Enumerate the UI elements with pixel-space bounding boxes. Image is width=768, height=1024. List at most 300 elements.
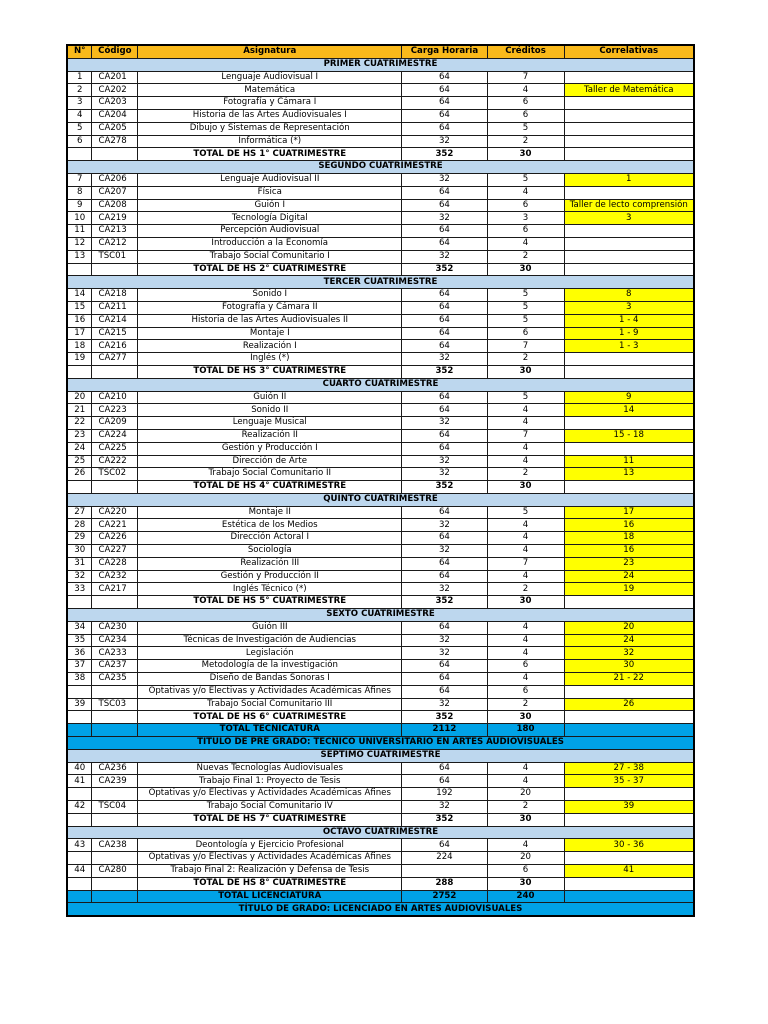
subject-prerequisites: 30	[564, 660, 694, 673]
row-number	[67, 685, 92, 698]
subject-code: CA205	[92, 122, 138, 135]
subject-name: Deontología y Ejercicio Profesional	[138, 839, 402, 852]
subject-hours: 64	[402, 506, 487, 519]
subject-code: CA219	[92, 212, 138, 225]
subject-hours: 224	[402, 852, 487, 865]
row-number: 32	[67, 570, 92, 583]
subject-hours: 32	[402, 250, 487, 263]
subject-hours: 32	[402, 173, 487, 186]
subject-prerequisites: 3	[564, 301, 694, 314]
total-label: TOTAL DE HS 6° CUATRIMESTRE	[138, 711, 402, 724]
subject-hours: 64	[402, 301, 487, 314]
subject-name: Técnicas de Investigación de Audiencias	[138, 634, 402, 647]
subject-prerequisites: 39	[564, 801, 694, 814]
table-row	[67, 225, 694, 238]
empty-cell	[67, 711, 92, 724]
empty-cell	[92, 596, 138, 609]
subject-hours: 32	[402, 634, 487, 647]
subject-prerequisites	[564, 237, 694, 250]
subject-code: CA230	[92, 621, 138, 634]
subject-credits: 7	[487, 557, 564, 570]
subject-prerequisites: 20	[564, 621, 694, 634]
subject-prerequisites: 8	[564, 289, 694, 302]
semester-heading: CUARTO CUATRIMESTRE	[67, 378, 694, 391]
row-number: 44	[67, 865, 92, 878]
row-number: 16	[67, 314, 92, 327]
row-number: 38	[67, 673, 92, 686]
empty-cell	[67, 890, 92, 903]
total-label: TOTAL DE HS 5° CUATRIMESTRE	[138, 596, 402, 609]
total-label: TOTAL DE HS 2° CUATRIMESTRE	[138, 263, 402, 276]
total-label: TOTAL DE HS 7° CUATRIMESTRE	[138, 813, 402, 826]
subject-code: CA201	[92, 71, 138, 84]
table-row	[67, 634, 694, 647]
subject-name: Realización II	[138, 429, 402, 442]
subject-credits: 2	[487, 468, 564, 481]
subject-hours: 64	[402, 71, 487, 84]
header-code: Código	[92, 45, 138, 58]
subject-code: CA206	[92, 173, 138, 186]
subject-prerequisites: 27 - 38	[564, 762, 694, 775]
subject-hours: 64	[402, 237, 487, 250]
subject-credits: 6	[487, 685, 564, 698]
subject-credits: 7	[487, 340, 564, 353]
subject-credits: 7	[487, 429, 564, 442]
subject-prerequisites: 19	[564, 583, 694, 596]
total-label: TOTAL DE HS 4° CUATRIMESTRE	[138, 481, 402, 494]
empty-cell	[564, 877, 694, 890]
subject-name: Sociología	[138, 545, 402, 558]
semester-heading-row	[67, 378, 694, 391]
row-number: 31	[67, 557, 92, 570]
row-number: 1	[67, 71, 92, 84]
subject-code	[92, 685, 138, 698]
subject-prerequisites: 24	[564, 634, 694, 647]
subject-prerequisites: 1	[564, 173, 694, 186]
row-number: 11	[67, 225, 92, 238]
row-number	[67, 788, 92, 801]
subject-prerequisites: Taller de lecto comprensión	[564, 199, 694, 212]
semester-heading: SEXTO CUATRIMESTRE	[67, 609, 694, 622]
subject-hours: 32	[402, 417, 487, 430]
subject-name: Dibujo y Sistemas de Representación	[138, 122, 402, 135]
empty-cell	[564, 148, 694, 161]
subject-code: CA228	[92, 557, 138, 570]
subject-hours: 32	[402, 468, 487, 481]
table-row	[67, 583, 694, 596]
subject-name: Sonido II	[138, 404, 402, 417]
subject-credits: 6	[487, 109, 564, 122]
subject-credits: 20	[487, 788, 564, 801]
subject-hours: 64	[402, 532, 487, 545]
header-prerequisites: Correlativas	[564, 45, 694, 58]
subject-hours: 32	[402, 647, 487, 660]
subject-code: CA209	[92, 417, 138, 430]
semester-heading: TERCER CUATRIMESTRE	[67, 276, 694, 289]
header-subject: Asignatura	[138, 45, 402, 58]
row-number: 41	[67, 775, 92, 788]
subject-hours: 32	[402, 455, 487, 468]
table-row	[67, 301, 694, 314]
degree-title: TÍTULO DE PRE GRADO: TÉCNICO UNIVERSITARIO EN ARTES AUDIOVISUALES	[67, 737, 694, 750]
subject-hours: 64	[402, 839, 487, 852]
subject-code: TSC04	[92, 801, 138, 814]
subject-code: CA232	[92, 570, 138, 583]
table-row	[67, 519, 694, 532]
subject-prerequisites	[564, 71, 694, 84]
subject-credits: 6	[487, 199, 564, 212]
subject-code: CA218	[92, 289, 138, 302]
subject-name: Gestión y Producción I	[138, 442, 402, 455]
empty-cell	[67, 365, 92, 378]
subject-hours: 32	[402, 212, 487, 225]
table-row	[67, 788, 694, 801]
total-credits: 180	[487, 724, 564, 737]
semester-heading-row	[67, 826, 694, 839]
grand-total-row	[67, 890, 694, 903]
subject-code: CA216	[92, 340, 138, 353]
subject-name: Realización III	[138, 557, 402, 570]
table-row	[67, 391, 694, 404]
subject-hours: 32	[402, 583, 487, 596]
row-number: 43	[67, 839, 92, 852]
subject-code: CA239	[92, 775, 138, 788]
subject-hours: 64	[402, 289, 487, 302]
subject-credits: 4	[487, 545, 564, 558]
empty-cell	[92, 711, 138, 724]
total-credits: 30	[487, 263, 564, 276]
subject-prerequisites	[564, 417, 694, 430]
row-number: 33	[67, 583, 92, 596]
subject-prerequisites: 26	[564, 698, 694, 711]
subject-credits: 5	[487, 314, 564, 327]
empty-cell	[67, 263, 92, 276]
grand-total-row	[67, 724, 694, 737]
subject-hours: 64	[402, 199, 487, 212]
empty-cell	[92, 724, 138, 737]
subject-name: Inglés Técnico (*)	[138, 583, 402, 596]
subject-code: CA212	[92, 237, 138, 250]
subject-name: Guión III	[138, 621, 402, 634]
empty-cell	[564, 596, 694, 609]
subject-code: CA236	[92, 762, 138, 775]
subject-code: CA210	[92, 391, 138, 404]
subject-credits: 5	[487, 289, 564, 302]
row-number: 12	[67, 237, 92, 250]
degree-title: TÍTULO DE GRADO: LICENCIADO EN ARTES AUDIOVISUALES	[67, 903, 694, 916]
table-row	[67, 865, 694, 878]
subject-prerequisites: 16	[564, 519, 694, 532]
table-row	[67, 429, 694, 442]
table-row	[67, 801, 694, 814]
table-row	[67, 775, 694, 788]
table-row	[67, 685, 694, 698]
row-number: 17	[67, 327, 92, 340]
row-number: 19	[67, 353, 92, 366]
row-number: 13	[67, 250, 92, 263]
subject-code: CA223	[92, 404, 138, 417]
subject-prerequisites	[564, 186, 694, 199]
total-credits: 30	[487, 596, 564, 609]
subject-prerequisites: 21 - 22	[564, 673, 694, 686]
subject-credits: 4	[487, 404, 564, 417]
subject-prerequisites: 9	[564, 391, 694, 404]
subject-code: CA204	[92, 109, 138, 122]
total-hours: 352	[402, 365, 487, 378]
subject-name: Dirección Actoral I	[138, 532, 402, 545]
subject-prerequisites: 3	[564, 212, 694, 225]
subject-credits: 4	[487, 186, 564, 199]
subject-hours: 64	[402, 122, 487, 135]
subject-credits: 2	[487, 135, 564, 148]
table-row	[67, 173, 694, 186]
semester-heading: SEGUNDO CUATRIMESTRE	[67, 161, 694, 174]
row-number: 35	[67, 634, 92, 647]
empty-cell	[92, 813, 138, 826]
row-number: 30	[67, 545, 92, 558]
table-row	[67, 455, 694, 468]
header-row	[67, 45, 694, 58]
subject-credits: 4	[487, 442, 564, 455]
table-row	[67, 135, 694, 148]
table-row	[67, 557, 694, 570]
subject-hours: 64	[402, 775, 487, 788]
study-plan-table	[66, 44, 695, 917]
subject-code: TSC03	[92, 698, 138, 711]
subject-credits: 2	[487, 801, 564, 814]
subject-hours: 64	[402, 109, 487, 122]
row-number: 29	[67, 532, 92, 545]
semester-heading-row	[67, 493, 694, 506]
subject-credits: 2	[487, 250, 564, 263]
total-credits: 30	[487, 365, 564, 378]
header-hours: Carga Horaria	[402, 45, 487, 58]
subject-credits: 4	[487, 647, 564, 660]
subject-prerequisites: 14	[564, 404, 694, 417]
row-number: 3	[67, 97, 92, 110]
subject-name: Fotografía y Cámara II	[138, 301, 402, 314]
subject-credits: 5	[487, 391, 564, 404]
subject-name: Matemática	[138, 84, 402, 97]
empty-cell	[564, 724, 694, 737]
subject-credits: 4	[487, 570, 564, 583]
subject-prerequisites: 16	[564, 545, 694, 558]
subject-hours: 64	[402, 327, 487, 340]
table-row	[67, 852, 694, 865]
row-number: 15	[67, 301, 92, 314]
total-hours: 352	[402, 148, 487, 161]
row-number: 21	[67, 404, 92, 417]
subject-code: CA280	[92, 865, 138, 878]
subject-name: Historia de las Artes Audiovisuales I	[138, 109, 402, 122]
table-row	[67, 340, 694, 353]
subject-code: CA226	[92, 532, 138, 545]
subject-code: CA215	[92, 327, 138, 340]
subject-prerequisites: 23	[564, 557, 694, 570]
subject-code: TSC02	[92, 468, 138, 481]
table-row	[67, 212, 694, 225]
subject-credits: 4	[487, 762, 564, 775]
subject-credits: 20	[487, 852, 564, 865]
row-number: 28	[67, 519, 92, 532]
subject-prerequisites	[564, 225, 694, 238]
subject-credits: 4	[487, 519, 564, 532]
subject-name: Metodología de la investigación	[138, 660, 402, 673]
row-number: 22	[67, 417, 92, 430]
subject-hours: 64	[402, 429, 487, 442]
row-number: 20	[67, 391, 92, 404]
subject-credits: 4	[487, 621, 564, 634]
row-number: 10	[67, 212, 92, 225]
subject-hours: 64	[402, 340, 487, 353]
empty-cell	[564, 711, 694, 724]
table-row	[67, 660, 694, 673]
subject-credits: 4	[487, 84, 564, 97]
total-label: TOTAL LICENCIATURA	[138, 890, 402, 903]
subject-code: CA202	[92, 84, 138, 97]
table-row	[67, 71, 694, 84]
subject-hours: 32	[402, 353, 487, 366]
semester-heading: OCTAVO CUATRIMESTRE	[67, 826, 694, 839]
semester-total-row	[67, 711, 694, 724]
subject-hours: 192	[402, 788, 487, 801]
subject-code: CA235	[92, 673, 138, 686]
semester-total-row	[67, 813, 694, 826]
subject-code: CA221	[92, 519, 138, 532]
empty-cell	[92, 890, 138, 903]
semester-total-row	[67, 596, 694, 609]
semester-total-row	[67, 148, 694, 161]
empty-cell	[564, 890, 694, 903]
empty-cell	[564, 481, 694, 494]
subject-hours: 64	[402, 404, 487, 417]
subject-code: CA208	[92, 199, 138, 212]
subject-hours: 32	[402, 698, 487, 711]
row-number: 4	[67, 109, 92, 122]
subject-hours: 32	[402, 545, 487, 558]
row-number: 24	[67, 442, 92, 455]
subject-credits: 5	[487, 173, 564, 186]
subject-code: CA211	[92, 301, 138, 314]
subject-prerequisites: 41	[564, 865, 694, 878]
subject-hours: 64	[402, 97, 487, 110]
subject-name: Lenguaje Musical	[138, 417, 402, 430]
total-credits: 30	[487, 711, 564, 724]
subject-code: CA217	[92, 583, 138, 596]
empty-cell	[92, 365, 138, 378]
subject-name: Lenguaje Audiovisual II	[138, 173, 402, 186]
subject-code: CA203	[92, 97, 138, 110]
total-hours: 352	[402, 711, 487, 724]
table-row	[67, 199, 694, 212]
subject-hours: 64	[402, 621, 487, 634]
subject-name: Guión I	[138, 199, 402, 212]
subject-name: Optativas y/o Electivas y Actividades Académicas Afines	[138, 788, 402, 801]
subject-code: CA277	[92, 353, 138, 366]
table-row	[67, 109, 694, 122]
row-number: 26	[67, 468, 92, 481]
subject-hours: 64	[402, 442, 487, 455]
row-number	[67, 852, 92, 865]
subject-name: Inglés (*)	[138, 353, 402, 366]
subject-name: Nuevas Tecnologías Audiovisuales	[138, 762, 402, 775]
row-number: 40	[67, 762, 92, 775]
subject-name: Estética de los Medios	[138, 519, 402, 532]
table-row	[67, 250, 694, 263]
subject-hours: 64	[402, 84, 487, 97]
table-body	[67, 58, 694, 916]
row-number: 5	[67, 122, 92, 135]
row-number: 7	[67, 173, 92, 186]
row-number: 2	[67, 84, 92, 97]
subject-hours: 64	[402, 314, 487, 327]
subject-name: Gestión y Producción II	[138, 570, 402, 583]
total-hours: 2752	[402, 890, 487, 903]
total-label: TOTAL DE HS 8° CUATRIMESTRE	[138, 877, 402, 890]
subject-prerequisites: Taller de Matemática	[564, 84, 694, 97]
subject-prerequisites	[564, 135, 694, 148]
table-row	[67, 468, 694, 481]
subject-hours: 64	[402, 570, 487, 583]
subject-code: CA225	[92, 442, 138, 455]
subject-hours: 64	[402, 557, 487, 570]
subject-prerequisites	[564, 353, 694, 366]
empty-cell	[564, 365, 694, 378]
row-number: 25	[67, 455, 92, 468]
subject-name: Trabajo Social Comunitario III	[138, 698, 402, 711]
table-row	[67, 506, 694, 519]
subject-prerequisites	[564, 250, 694, 263]
semester-heading-row	[67, 161, 694, 174]
total-hours: 2112	[402, 724, 487, 737]
total-hours: 352	[402, 596, 487, 609]
subject-prerequisites	[564, 97, 694, 110]
subject-code: CA213	[92, 225, 138, 238]
subject-prerequisites	[564, 852, 694, 865]
subject-prerequisites	[564, 442, 694, 455]
subject-name: Realización I	[138, 340, 402, 353]
empty-cell	[67, 596, 92, 609]
subject-name: Sonido I	[138, 289, 402, 302]
subject-credits: 4	[487, 532, 564, 545]
subject-prerequisites	[564, 685, 694, 698]
empty-cell	[67, 813, 92, 826]
row-number: 39	[67, 698, 92, 711]
total-label: TOTAL DE HS 3° CUATRIMESTRE	[138, 365, 402, 378]
table-row	[67, 417, 694, 430]
degree-title-row	[67, 737, 694, 750]
total-hours: 352	[402, 481, 487, 494]
subject-hours: 64	[402, 685, 487, 698]
subject-credits: 5	[487, 506, 564, 519]
subject-name: Tecnología Digital	[138, 212, 402, 225]
subject-code: CA227	[92, 545, 138, 558]
subject-credits: 6	[487, 660, 564, 673]
table-row	[67, 545, 694, 558]
subject-name: Fotografía y Cámara I	[138, 97, 402, 110]
subject-credits: 7	[487, 71, 564, 84]
total-label: TOTAL TECNICATURA	[138, 724, 402, 737]
table-row	[67, 84, 694, 97]
empty-cell	[92, 877, 138, 890]
table-row	[67, 673, 694, 686]
row-number: 36	[67, 647, 92, 660]
table-row	[67, 698, 694, 711]
subject-prerequisites: 35 - 37	[564, 775, 694, 788]
subject-hours: 32	[402, 801, 487, 814]
total-credits: 30	[487, 481, 564, 494]
subject-credits: 4	[487, 634, 564, 647]
